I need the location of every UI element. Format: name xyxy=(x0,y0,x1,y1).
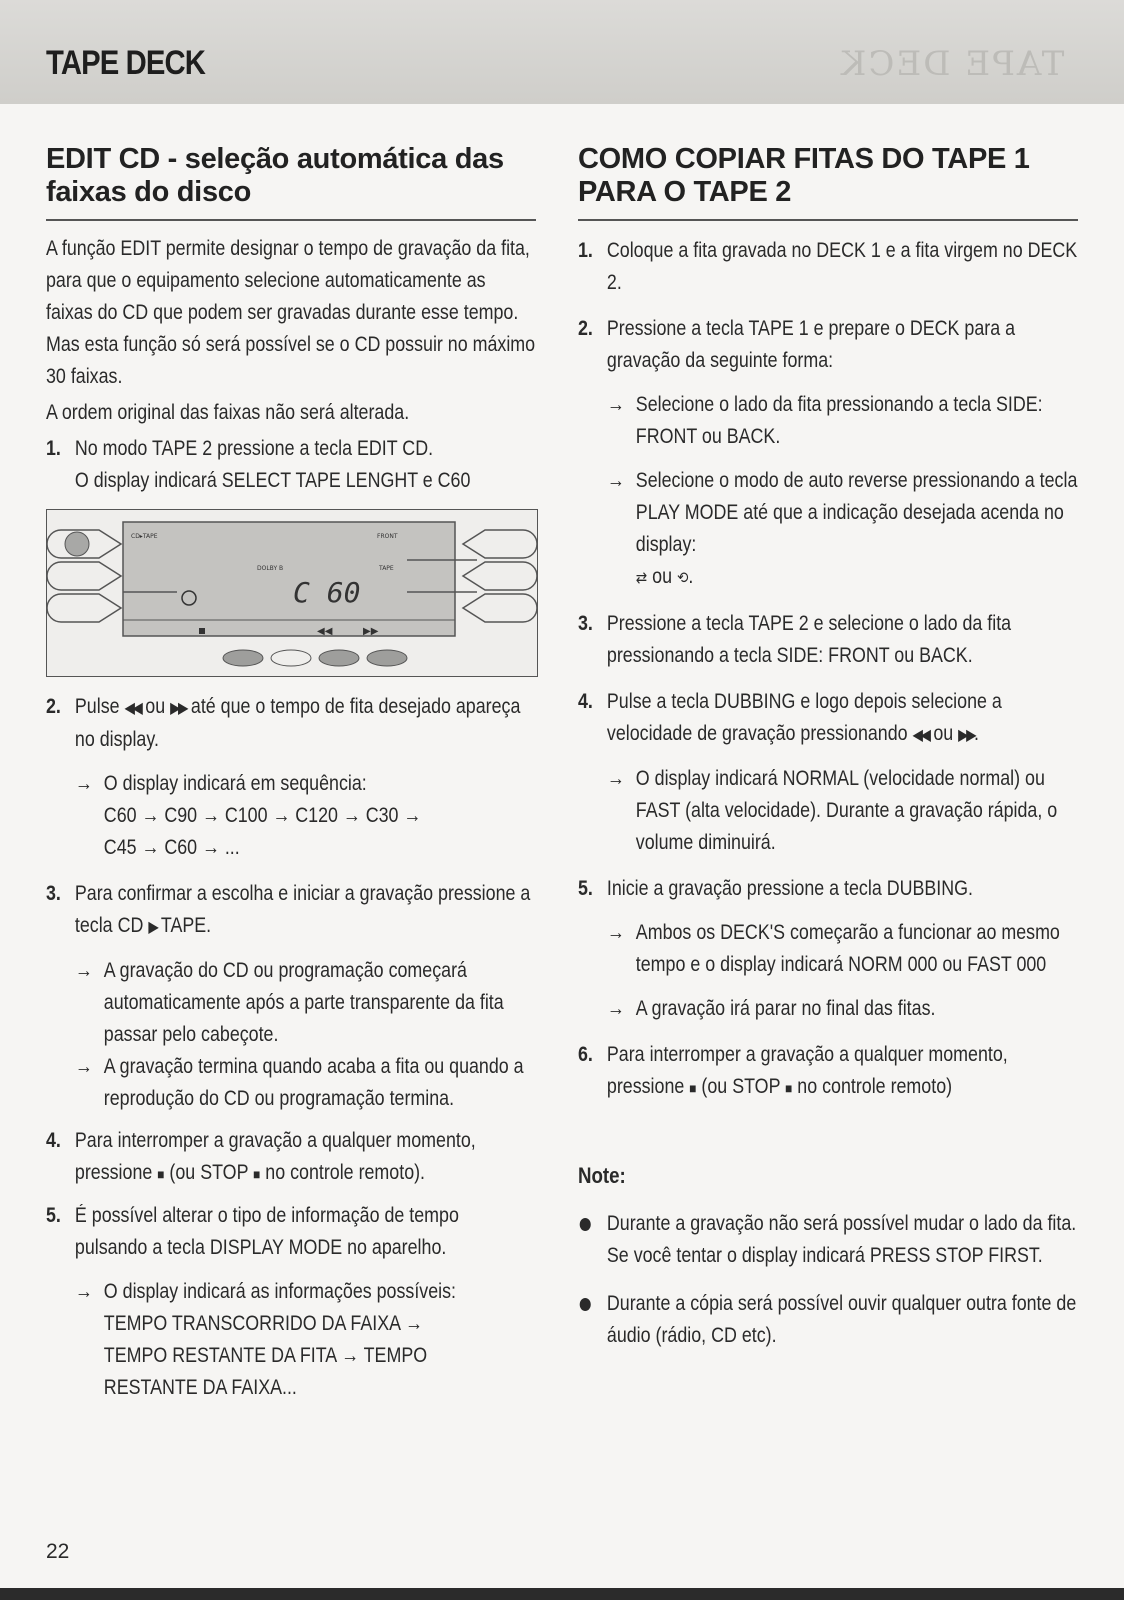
edit-step-4 xyxy=(46,1125,536,1190)
step-number: 5. xyxy=(46,1204,61,1227)
lcd-svg xyxy=(47,510,539,678)
stop-icon: ■ xyxy=(689,1080,697,1096)
step-text: Pulse xyxy=(74,695,120,718)
arrow-text: A gravação do CD ou programação começará automaticamente após a parte transparente da fita passar pelo cabeçote. xyxy=(103,959,504,1046)
copy-step-3 xyxy=(578,608,1078,672)
arrow-note xyxy=(607,389,1078,453)
arrow-note xyxy=(607,917,1078,981)
step-text: Inicie a gravação pressione a tecla DUBBING. xyxy=(606,877,974,900)
arrow-note: → Selecione o modo de auto reverse pressionando a tecla PLAY MODE até que a indicação desejada acenda no display: ⇄ ou ⟲. xyxy=(607,465,1078,594)
step-text: É possível alterar o tipo de informação de tempo pulsando a tecla DISPLAY MODE no aparelho. xyxy=(74,1204,459,1259)
step-text-display: O display indicará SELECT TAPE LENGHT e C60 xyxy=(74,469,471,492)
sequence-line-2: C45 → C60 → ... xyxy=(103,836,240,859)
arrow-text: O display indicará em sequência: xyxy=(103,772,367,795)
step-text: No modo TAPE 2 pressione a tecla EDIT CD. xyxy=(74,437,434,460)
bottom-button-1-icon xyxy=(223,650,263,666)
lcd-readout: C 60 xyxy=(293,576,361,609)
step-text: Pulse a tecla DUBBING e logo depois selecione a velocidade de gravação pressionando xyxy=(606,690,1002,745)
step-text-or: ou xyxy=(933,722,954,745)
step-number: 3. xyxy=(578,612,593,635)
copy-step-4: 4. Pulse a tecla DUBBING e logo depois selecione a velocidade de gravação pressionando ◀◀ ou ▶▶. → O display indicará NORMAL (velocidade normal) ou FAST (alta velocidade). Durante a gravação rápida, o volume diminuirá. xyxy=(578,686,1078,859)
arrow-text: Selecione o lado da fita pressionando a tecla SIDE: FRONT ou BACK. xyxy=(635,393,1043,448)
active-indicator-icon xyxy=(65,532,89,556)
page-section-title: TAPE DECK xyxy=(46,44,206,82)
arrow-text: O display indicará as informações possíveis: xyxy=(103,1280,457,1303)
step-text: TAPE. xyxy=(160,914,212,937)
arrow-note xyxy=(75,768,536,864)
sequence-line-1: C60 → C90 → C100 → C120 → C30 → xyxy=(103,804,422,827)
arrow-text: A gravação irá parar no final das fitas. xyxy=(635,997,936,1020)
edit-intro: A função EDIT permite designar o tempo de gravação da fita, para que o equipamento selecione automaticamente as faixas do CD que podem ser gravadas durante esse tempo. Mas esta função só será possível se o CD possuir no máximo 30 faixas. xyxy=(46,237,536,388)
arrow-note xyxy=(75,955,536,1051)
arrow-text: A gravação termina quando acaba a fita ou quando a reprodução do CD ou programação termina. xyxy=(103,1055,524,1110)
right-button-2-icon xyxy=(463,562,537,590)
note-block xyxy=(578,1160,1078,1352)
stop-icon: ■ xyxy=(785,1080,793,1096)
lcd-display-illustration xyxy=(46,509,538,677)
step-number: 5. xyxy=(578,877,593,900)
edit-step-5 xyxy=(46,1200,536,1404)
lcd-label-front: FRONT xyxy=(377,533,398,540)
bottom-button-4-icon xyxy=(367,650,407,666)
arrow-note xyxy=(75,1276,536,1404)
note-bullet-1 xyxy=(578,1208,1078,1272)
bullet-text: Durante a gravação não será possível mudar o lado da fita. Se você tentar o display indicará PRESS STOP FIRST. xyxy=(606,1212,1077,1267)
lcd-screen xyxy=(123,522,455,636)
step-text: Para interromper a gravação a qualquer momento, pressione xyxy=(74,1129,476,1184)
stop-icon: ■ xyxy=(253,1166,261,1182)
fast-forward-icon: ▶▶ xyxy=(958,725,974,744)
stop-icon: ■ xyxy=(157,1166,165,1182)
reverse-loop-icon: ⟲ xyxy=(676,568,689,587)
copy-step-1 xyxy=(578,235,1078,299)
arrow-text: Ambos os DECK'S começarão a funcionar ao mesmo tempo e o display indicará NORM 000 ou FAST 000 xyxy=(635,921,1060,976)
edit-step-1 xyxy=(46,433,536,497)
step-text: (ou STOP xyxy=(169,1161,249,1184)
step-text: até que o tempo de fita desejado apareça no display. xyxy=(74,695,521,751)
arrow-right-icon: → xyxy=(74,772,93,795)
step-number: 1. xyxy=(578,239,593,262)
note-bullet-2 xyxy=(578,1288,1078,1352)
step-text: no controle remoto). xyxy=(265,1161,426,1184)
bottom-button-3-icon xyxy=(319,650,359,666)
left-column xyxy=(46,143,536,1404)
step-text: no controle remoto) xyxy=(797,1075,953,1098)
copy-tapes-heading: COMO COPIAR FITAS DO TAPE 1 PARA O TAPE 2 xyxy=(578,143,1078,221)
edit-intro-order: A ordem original das faixas não será alterada. xyxy=(46,401,410,424)
step-text: Pressione a tecla TAPE 1 e prepare o DECK para a gravação da seguinte forma: xyxy=(606,317,1016,372)
rewind-icon: ◀◀ xyxy=(912,725,929,744)
lcd-stop-icon xyxy=(199,628,205,634)
step-text: (ou STOP xyxy=(701,1075,781,1098)
step-number: 4. xyxy=(578,690,593,713)
bullet-dot-icon xyxy=(580,1298,591,1311)
step-number: 3. xyxy=(46,882,61,905)
lcd-ff-icon: ▶▶ xyxy=(363,626,379,637)
arrow-right-icon: → xyxy=(606,997,625,1020)
arrow-text: O display indicará NORMAL (velocidade normal) ou FAST (alta velocidade). Durante a gravação rápida, o volume diminuirá. xyxy=(635,767,1058,854)
arrow-right-icon: → xyxy=(606,469,625,492)
lcd-label-dolby: DOLBY B xyxy=(257,565,284,572)
arrow-note xyxy=(607,763,1078,859)
step-number: 1. xyxy=(46,437,61,460)
step-number: 4. xyxy=(46,1129,61,1152)
bottom-button-2-icon xyxy=(271,650,311,666)
arrow-right-icon: → xyxy=(606,767,625,790)
header-show-through-text: TAPE DECK xyxy=(838,44,1064,84)
edit-step-2 xyxy=(46,691,536,864)
step-number: 6. xyxy=(578,1043,593,1066)
arrow-right-icon: → xyxy=(606,393,625,416)
step-text-or: ou xyxy=(145,695,166,718)
left-button-3-icon xyxy=(47,594,121,622)
info-line-2: TEMPO RESTANTE DA FITA → TEMPO xyxy=(103,1344,428,1367)
left-button-2-icon xyxy=(47,562,121,590)
arrow-right-icon: → xyxy=(74,1055,93,1078)
copy-step-6 xyxy=(578,1039,1078,1104)
lcd-label-tape: TAPE xyxy=(379,565,394,572)
step-text-or: ou xyxy=(652,565,673,588)
lcd-label-cd-tape: CD▸TAPE xyxy=(131,533,158,540)
info-line-3: RESTANTE DA FAIXA... xyxy=(103,1376,297,1399)
copy-step-5 xyxy=(578,873,1078,1025)
rewind-icon: ◀◀ xyxy=(124,698,141,717)
right-button-3-icon xyxy=(463,594,537,622)
step-text: Para confirmar a escolha e iniciar a gravação pressione a tecla CD xyxy=(74,882,531,937)
bullet-dot-icon xyxy=(580,1218,591,1231)
reverse-both-icon: ⇄ xyxy=(635,568,648,587)
bottom-band xyxy=(0,1588,1124,1600)
edit-cd-heading: EDIT CD - seleção automática das faixas do disco xyxy=(46,143,536,221)
arrow-right-icon: → xyxy=(74,959,93,982)
right-column xyxy=(578,143,1078,1352)
note-title: Note: xyxy=(578,1163,626,1188)
edit-step-3 xyxy=(46,878,536,1115)
fast-forward-icon: ▶▶ xyxy=(170,698,186,717)
right-button-1-icon xyxy=(463,530,537,558)
arrow-note xyxy=(75,1051,536,1115)
step-number: 2. xyxy=(46,695,61,718)
play-icon: ▶ xyxy=(148,917,157,936)
bullet-text: Durante a cópia será possível ouvir qualquer outra fonte de áudio (rádio, CD etc). xyxy=(606,1292,1077,1347)
arrow-right-icon: → xyxy=(606,921,625,944)
step-number: 2. xyxy=(578,317,593,340)
step-text: Coloque a fita gravada no DECK 1 e a fita virgem no DECK 2. xyxy=(606,239,1078,294)
step-text: Para interromper a gravação a qualquer momento, pressione xyxy=(606,1043,1008,1098)
arrow-right-icon: → xyxy=(74,1280,93,1303)
lcd-rewind-icon: ◀◀ xyxy=(317,626,333,637)
arrow-note xyxy=(607,993,1078,1025)
arrow-text: Selecione o modo de auto reverse pressionando a tecla PLAY MODE até que a indicação desejada acenda no display: xyxy=(635,469,1078,556)
step-text: Pressione a tecla TAPE 2 e selecione o lado da fita pressionando a tecla SIDE: FRONT ou BACK. xyxy=(606,612,1012,667)
copy-step-2 xyxy=(578,313,1078,594)
page-number: 22 xyxy=(46,1540,70,1563)
info-line-1: TEMPO TRANSCORRIDO DA FAIXA → xyxy=(103,1312,423,1335)
